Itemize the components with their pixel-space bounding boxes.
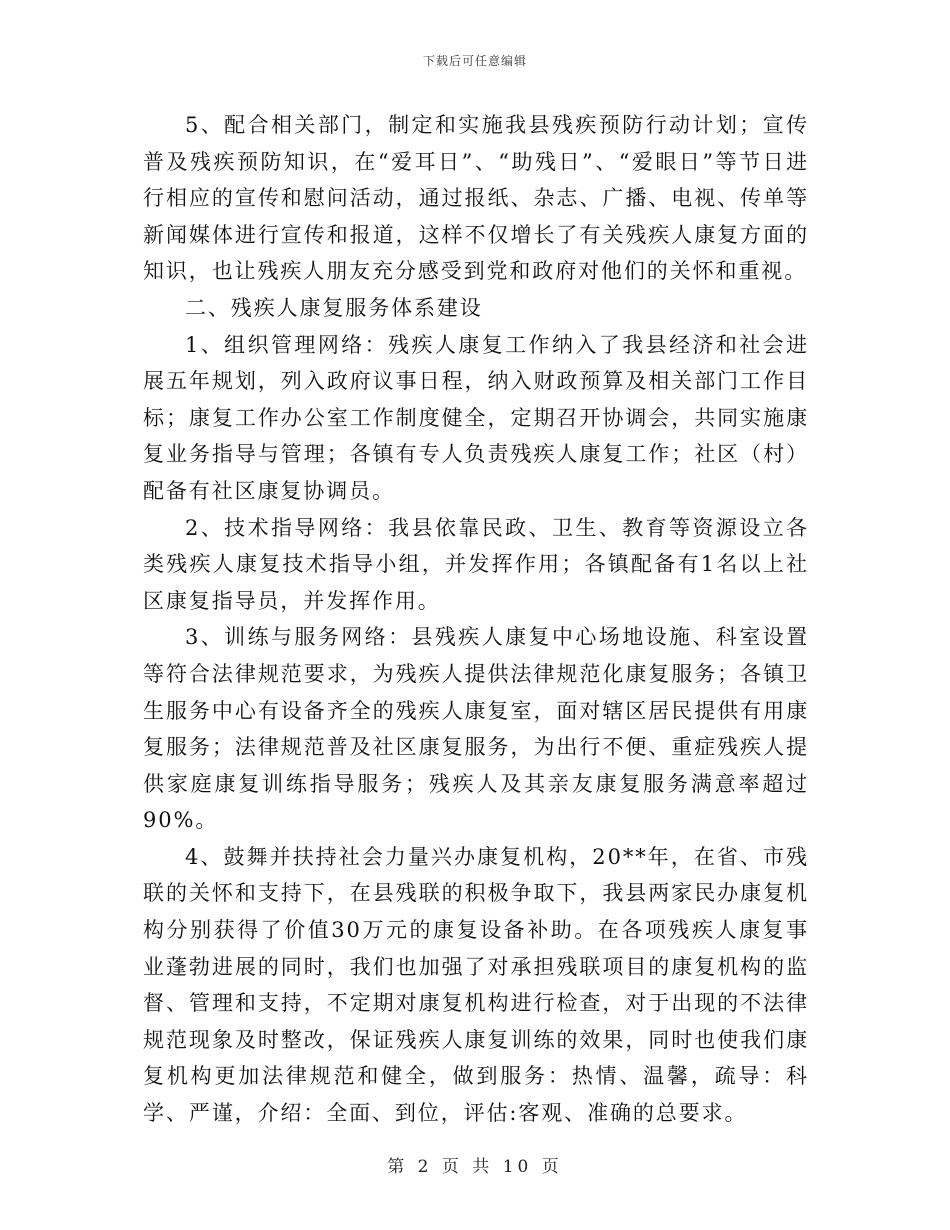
- paragraph-social-institutions: 4、鼓舞并扶持社会力量兴办康复机构，20**年，在省、市残联的关怀和支持下，在县残联的积极争取下，我县两家民办康复机构分别获得了价值30万元的康复设备补助。在各项残疾人康复事业蓬勃进展的同时，我们也加强了对承担残联项目的康复机构的监督、管理和支持，不定期对康复机构进行检查，对于出现的不法律规范现象及时整改，保证残疾人康复训练的效果，同时也使我们康复机构更加法律规范和健全，做到服务：热情、温馨，疏导：科学、严谨，介绍：全面、到位，评估:客观、准确的总要求。: [143, 844, 809, 1126]
- paragraph-prevention-plan: 5、配合相关部门，制定和实施我县残疾预防行动计划；宣传普及残疾预防知识，在“爱耳日”、“助残日”、“爱眼日”等节日进行相应的宣传和慰问活动，通过报纸、杂志、广播、电视、传单等新闻媒体进行宣传和报道，这样不仅增长了有关残疾人康复方面的知识，也让残疾人朋友充分感受到党和政府对他们的关怀和重视。: [143, 113, 809, 284]
- document-body: [143, 107, 809, 1132]
- page-number-footer: 第 2 页 共 10 页: [387, 1157, 563, 1177]
- paragraph-training-network: 3、训练与服务网络：县残疾人康复中心场地设施、科室设置等符合法律规范要求，为残疾人提供法律规范化康复服务；各镇卫生服务中心有设备齐全的残疾人康复室，面对辖区居民提供有用康复服务；法律规范普及社区康复服务，为出行不便、重症残疾人提供家庭康复训练指导服务；残疾人及其亲友康复服务满意率超过90%。: [143, 625, 809, 833]
- paragraph-management-network: 1、组织管理网络：残疾人康复工作纳入了我县经济和社会进展五年规划，列入政府议事日程，纳入财政预算及相关部门工作目标；康复工作办公室工作制度健全，定期召开协调会，共同实施康复业务指导与管理；各镇有专人负责残疾人康复工作；社区（村）配备有社区康复协调员。: [143, 332, 809, 503]
- section-heading-service-system: 二、残疾人康复服务体系建设: [185, 295, 483, 320]
- header-note: 下载后可任意编辑: [422, 54, 527, 68]
- paragraph-technical-network: 2、技术指导网络：我县依靠民政、卫生、教育等资源设立各类残疾人康复技术指导小组，并发挥作用；各镇配备有1名以上社区康复指导员，并发挥作用。: [143, 515, 809, 613]
